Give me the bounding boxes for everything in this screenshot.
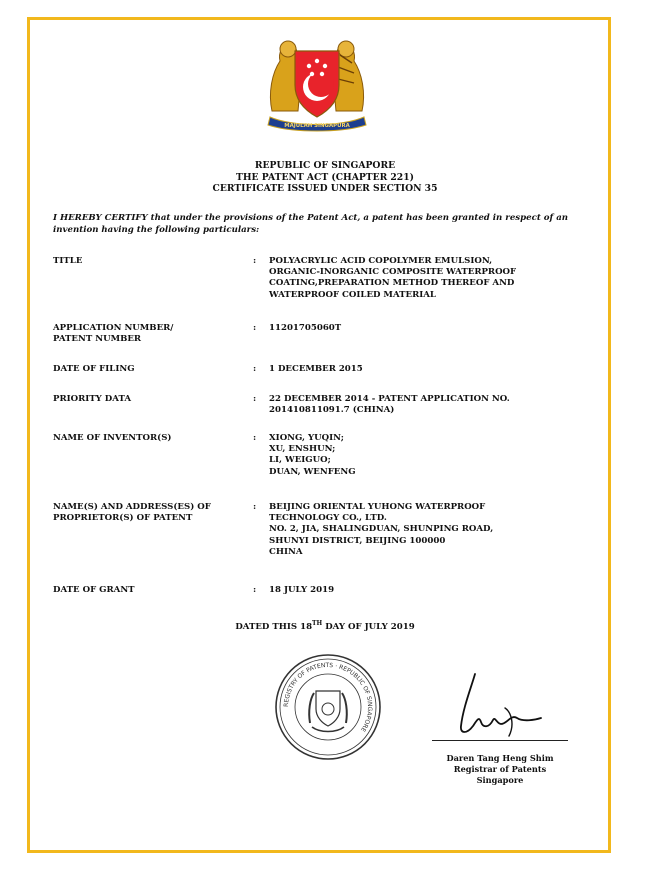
registrar-title: Registrar of Patents <box>453 764 547 774</box>
proprietor-line: TECHNOLOGY CO., LTD. <box>269 513 387 524</box>
inventor-line: DUAN, WENFENG <box>269 466 356 477</box>
registrar-name: Daren Tang Heng Shim <box>446 753 554 763</box>
inventors-label: NAME OF INVENTOR(S) <box>53 433 172 443</box>
dated-line <box>0 620 650 632</box>
title-line: WATERPROOF COILED MATERIAL <box>269 289 436 300</box>
proprietor-line: CHINA <box>269 546 303 557</box>
proprietor-label <box>53 502 243 524</box>
singapore-coat-of-arms-icon <box>262 33 372 133</box>
proprietor-line: NO. 2, JIA, SHALINGDUAN, SHUNPING ROAD, <box>269 524 494 535</box>
title-line: ORGANIC-INORGANIC COMPOSITE WATERPROOF <box>269 267 517 278</box>
inventor-line: LI, WEIGUO; <box>269 455 331 466</box>
registrar-signature-icon <box>445 668 555 740</box>
filing-value: 1 DECEMBER 2015 <box>269 364 363 374</box>
priority-label: PRIORITY DATA <box>53 394 132 404</box>
heading-line-1: REPUBLIC OF SINGAPORE <box>254 160 396 171</box>
colon: : <box>253 502 257 512</box>
crest-banner-text: MAJULAH SINGAPURA <box>284 123 350 129</box>
registrar-country: Singapore <box>476 775 524 785</box>
grant-value: 18 JULY 2019 <box>269 585 335 595</box>
grant-label: DATE OF GRANT <box>53 585 135 595</box>
application-value: 11201705060T <box>269 323 342 333</box>
dated-suffix: DAY OF JULY 2019 <box>325 621 415 632</box>
heading-line-3: CERTIFICATE ISSUED UNDER SECTION 35 <box>212 183 438 194</box>
title-value <box>269 256 569 301</box>
colon: : <box>253 256 257 266</box>
inventor-line: XIONG, YUQIN; <box>269 433 344 443</box>
inventor-line: XU, ENSHUN; <box>269 444 336 455</box>
title-line: COATING,PREPARATION METHOD THEREOF AND <box>269 278 515 289</box>
filing-label: DATE OF FILING <box>53 364 135 374</box>
proprietor-label-line: PROPRIETOR(S) OF PATENT <box>53 513 193 524</box>
proprietor-value <box>269 502 569 558</box>
colon: : <box>253 394 257 404</box>
priority-line: 22 DECEMBER 2014 - PATENT APPLICATION NO. <box>269 394 510 404</box>
colon: : <box>253 364 257 374</box>
colon: : <box>253 585 257 595</box>
title-line: POLYACRYLIC ACID COPOLYMER EMULSION, <box>269 256 493 266</box>
application-label-line: PATENT NUMBER <box>53 334 142 345</box>
application-label-line: APPLICATION NUMBER/ <box>53 323 174 333</box>
proprietor-line: SHUNYI DISTRICT, BEIJING 100000 <box>269 535 446 546</box>
dated-prefix: DATED THIS 18 <box>235 621 313 632</box>
registrar-block <box>420 753 580 786</box>
priority-line: 201410811091.7 (CHINA) <box>269 405 395 416</box>
signature-line <box>432 740 568 741</box>
certify-text: I HEREBY CERTIFY that under the provisions of the Patent Act, a patent has been granted in respect of an invention having the following particulars: <box>53 213 569 235</box>
seal-ring-text: REGISTRY OF PATENTS · REPUBLIC OF SINGAPORE <box>282 661 374 733</box>
proprietor-line: BEIJING ORIENTAL YUHONG WATERPROOF <box>269 502 486 512</box>
priority-value <box>269 394 569 416</box>
certify-statement <box>53 213 593 236</box>
title-label: TITLE <box>53 256 83 266</box>
official-seal-icon <box>274 653 382 761</box>
certificate-heading <box>0 160 650 195</box>
inventors-value <box>269 433 569 478</box>
colon: : <box>253 323 257 333</box>
proprietor-label-line: NAME(S) AND ADDRESS(ES) OF <box>53 502 211 512</box>
heading-line-2: THE PATENT ACT (CHAPTER 221) <box>236 171 414 183</box>
application-label <box>53 323 243 345</box>
dated-ordinal: TH <box>312 620 323 627</box>
colon: : <box>253 433 257 443</box>
